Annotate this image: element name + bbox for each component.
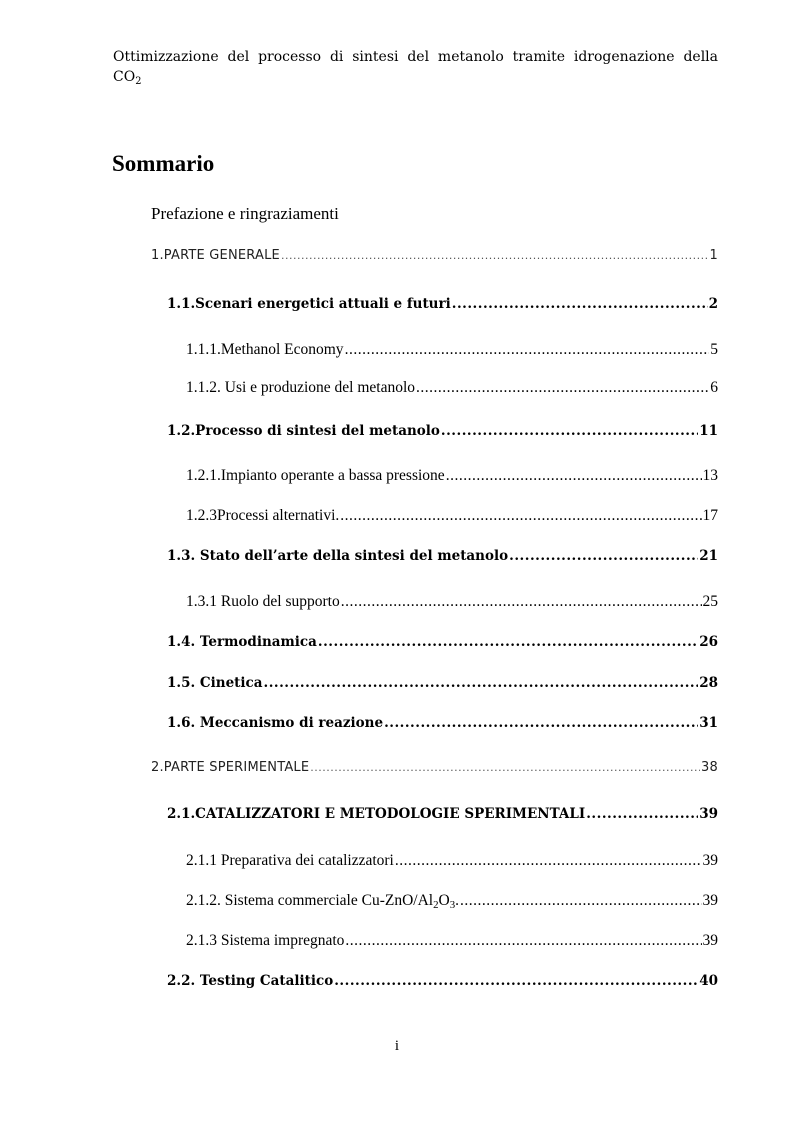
toc-page-number: 1 [709,248,718,263]
header-line-1: Ottimizzazione del processo di sintesi del metanolo tramite idrogenazione della [113,49,718,65]
toc-page-number: 25 [702,593,718,610]
toc-entry-1-1[interactable]: 1.1.Scenari energetici attuali e futuri ..... 2 [167,296,718,318]
running-header [113,47,718,87]
toc-entry-2-2[interactable]: 2.2. Testing Catalitico ..... 40 [167,973,718,995]
toc-page-number: 26 [699,634,718,650]
toc-page-number: 40 [699,973,718,989]
toc-page-number: 39 [699,806,718,822]
toc-page-number: 6 [710,379,718,396]
toc-page-number: 11 [699,423,718,439]
toc-page-number: 38 [701,760,718,775]
toc-page-number: 17 [702,507,718,524]
toc-entry-2-1-1[interactable]: 2.1.1 Preparativa dei catalizzatori ..... 39 [186,852,718,874]
toc-entry-1-5[interactable]: 1.5. Cinetica ..... 28 [167,675,718,697]
toc-page-number: 21 [699,548,718,564]
header-line-2: $CO_2$ [113,69,142,87]
toc-preface: Prefazione e ringraziamenti [151,204,339,223]
toc-entry-1-1-1[interactable]: 1.1.1.Methanol Economy ..... 5 [186,341,718,363]
toc-entry-1-2[interactable]: 1.2.Processo di sintesi del metanolo ..... 11 [167,423,718,445]
toc-entry-1-3[interactable]: 1.3. Stato dell’arte della sintesi del metanolo ..... 21 [167,548,718,570]
toc-entry-1-2-1[interactable]: 1.2.1.Impianto operante a bassa pressione ..... 13 [186,467,718,489]
toc-entry-1-6[interactable]: 1.6. Meccanismo di reazione ..... 31 [167,715,718,737]
toc-entry-2-1[interactable]: 2.1.CATALIZZATORI E METODOLOGIE SPERIMENTALI ..... 39 [167,806,718,828]
toc-entry-1-2-3[interactable]: 1.2.3Processi alternativi. ..... 17 [186,507,718,529]
toc-entry-1-4[interactable]: 1.4. Termodinamica ..... 26 [167,634,718,656]
toc-page-number: 39 [702,932,718,949]
toc-entry-2-1-3[interactable]: 2.1.3 Sistema impregnato ..... 39 [186,932,718,954]
toc-page-number: 39 [702,892,718,909]
toc-page-number: 28 [699,675,718,691]
page-title: Sommario [112,151,215,176]
toc-entry-2-1-2[interactable]: 2.1.2. Sistema commerciale $Cu-ZnO/Al_2O_3$. ..... 39 [186,892,718,914]
toc-page-number: 2 [708,296,718,312]
toc-page-number: 5 [710,341,718,358]
toc-entry-1-1-2[interactable]: 1.1.2. Usi e produzione del metanolo ..... 6 [186,379,718,401]
toc-entry-part2[interactable]: 2.PARTE SPERIMENTALE ..... 38 [151,760,718,782]
toc-entry-part1[interactable]: 1.PARTE GENERALE ..... 1 [151,248,718,270]
toc-page-number: 31 [699,715,718,731]
page-number: i [394,1038,400,1054]
toc-entry-1-3-1[interactable]: 1.3.1 Ruolo del supporto ..... 25 [186,593,718,615]
toc-page-number: 39 [702,852,718,869]
toc-page-number: 13 [702,467,718,484]
